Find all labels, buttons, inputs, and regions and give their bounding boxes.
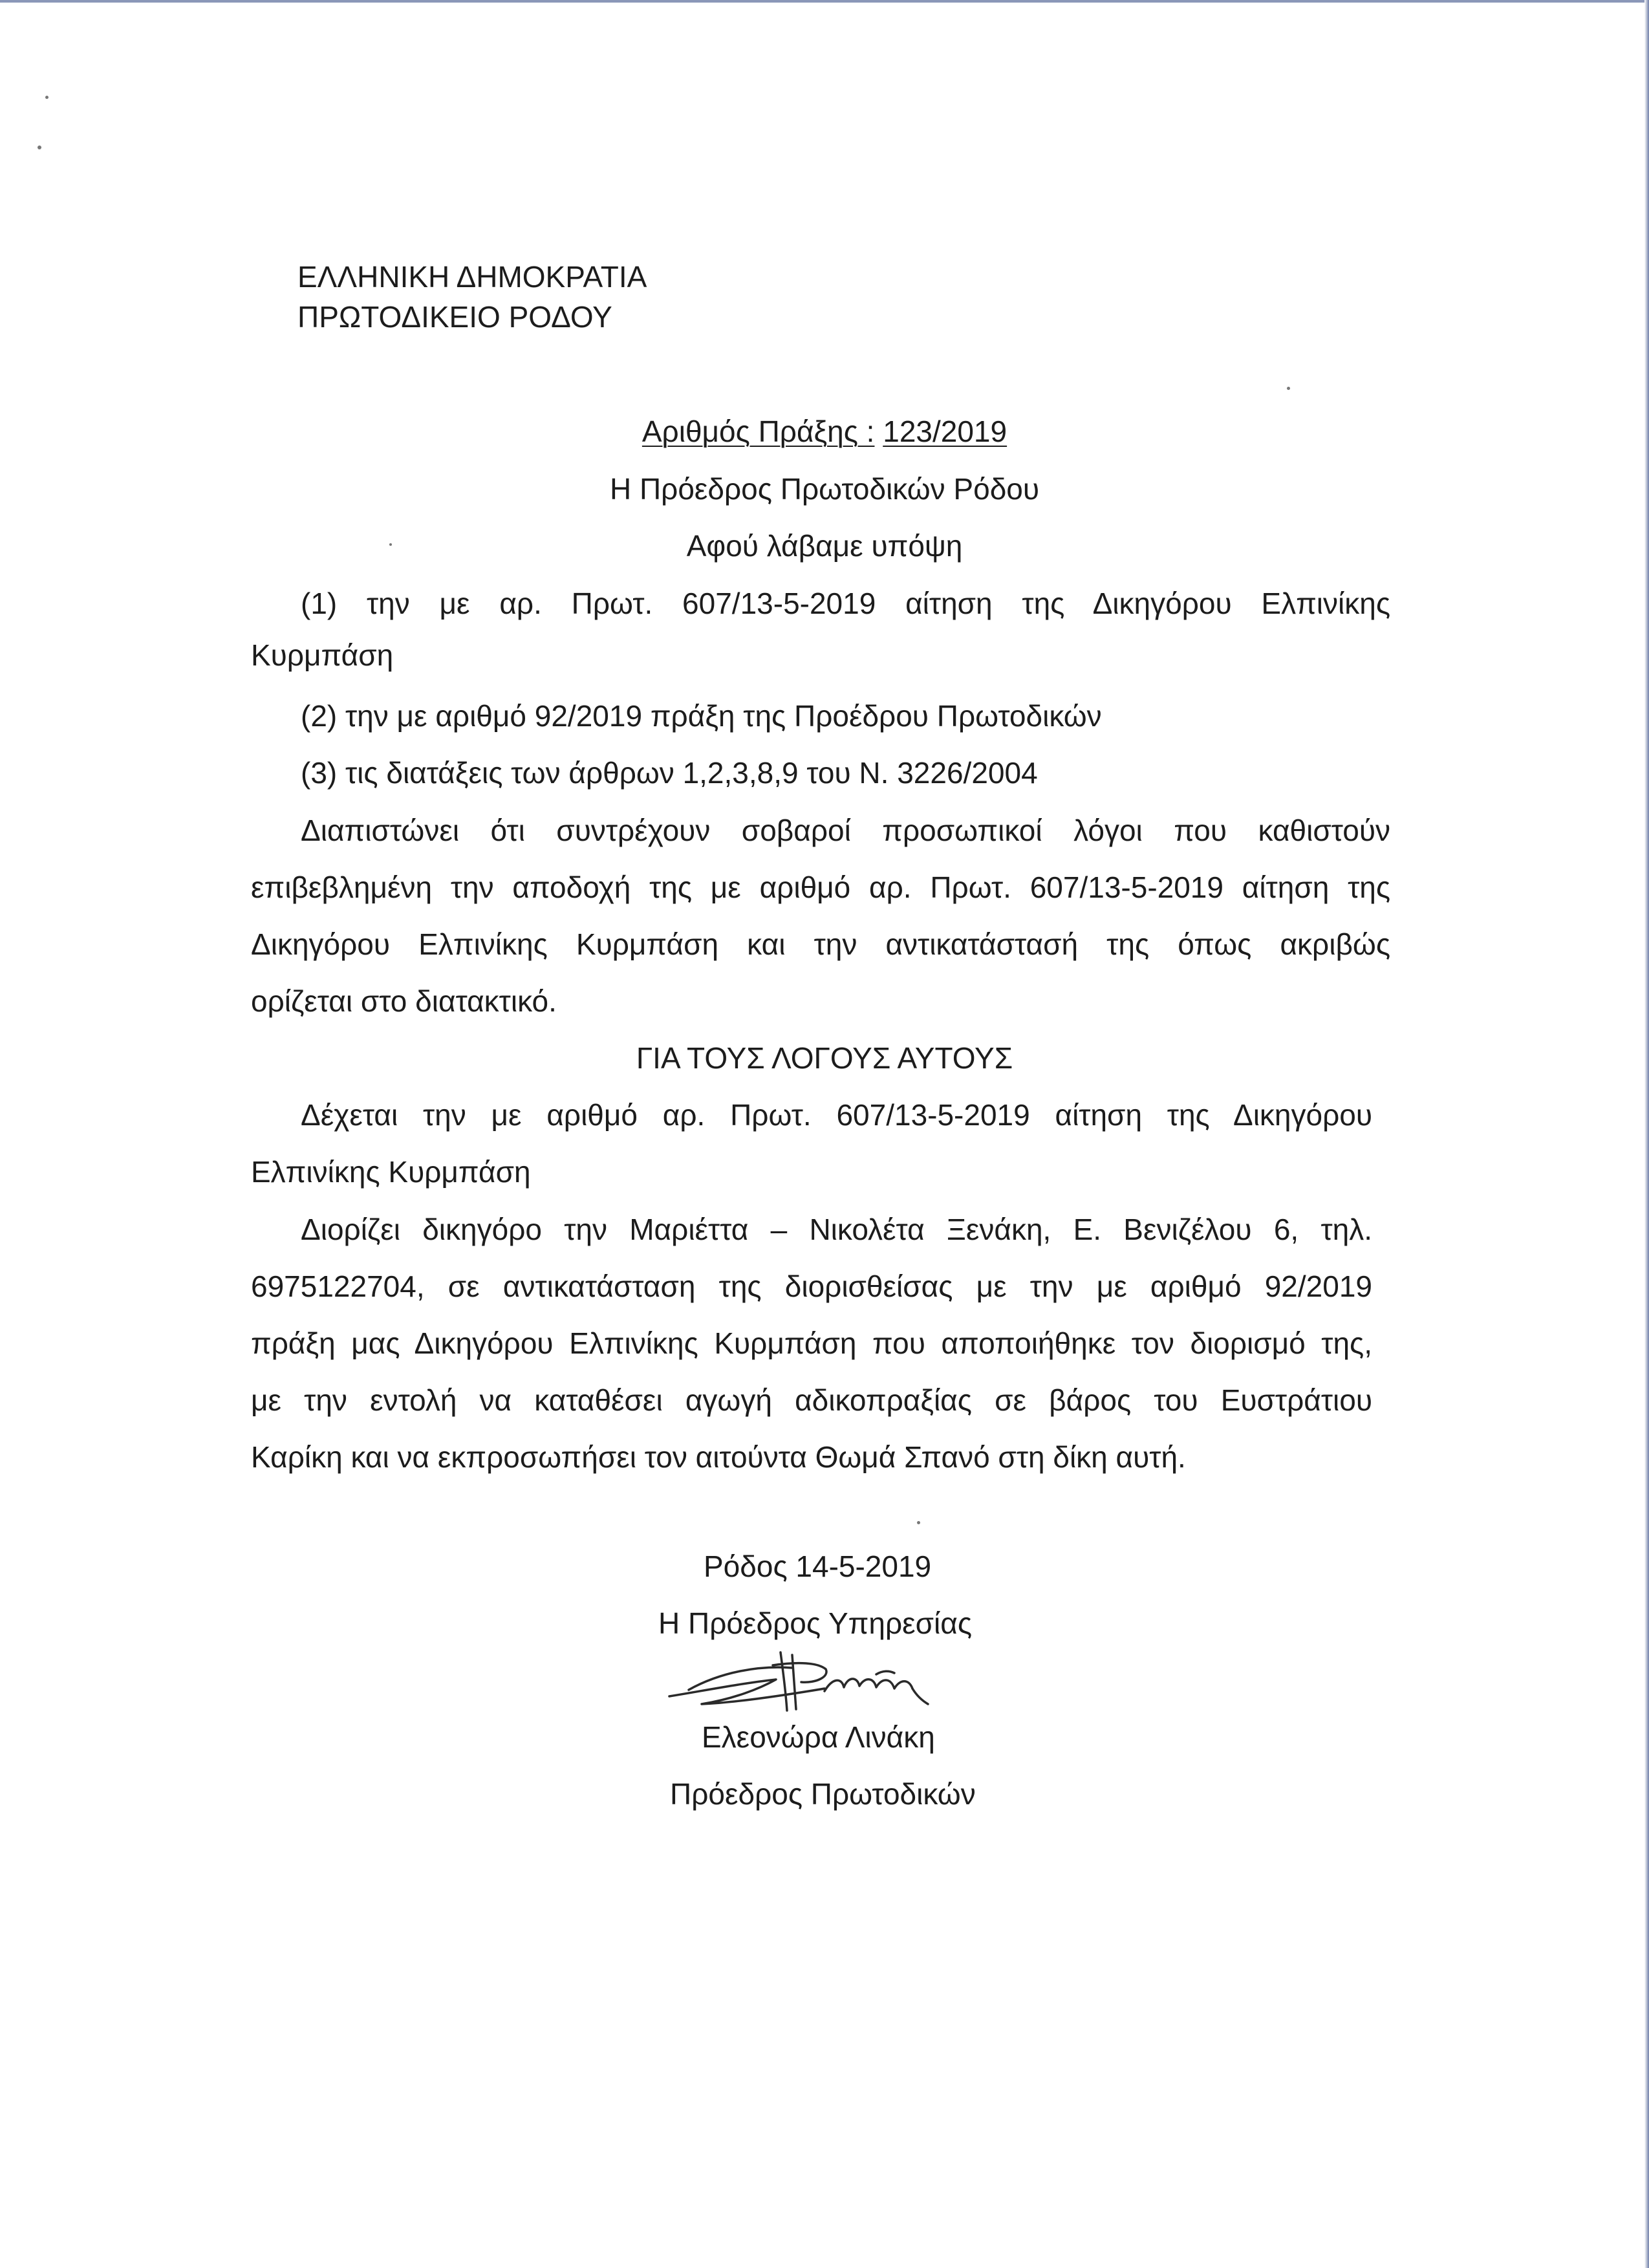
header-republic: ΕΛΛΗΝΙΚΗ ΔΗΜΟΚΡΑΤΙΑ [297,260,647,294]
decision-accept-line-1: Δέχεται την με αριθμό αρ. Πρωτ. 607/13-5-2019 αίτηση της Δικηγόρου [301,1098,1372,1132]
decision-appoint-line-4: με την εντολή να καταθέσει αγωγή αδικοπραξίας σε βάρος του Ευστράτιου [251,1383,1372,1417]
consideration-3: (3) τις διατάξεις των άρθρων 1,2,3,8,9 του Ν. 3226/2004 [301,756,1038,790]
scan-speck [45,96,48,99]
finding-line-4: ορίζεται στο διατακτικό. [251,984,557,1018]
decision-appoint-line-1: Διορίζει δικηγόρο την Μαριέττα – Νικολέτα Ξενάκη, Ε. Βενιζέλου 6, τηλ. [301,1213,1372,1246]
handwritten-signature [663,1646,934,1717]
consideration-1-line-2: Κυρμπάση [251,638,394,672]
finding-line-3: Δικηγόρου Ελπινίκης Κυρμπάση και την αντικατάστασή της όπως ακριβώς [251,927,1390,961]
decision-appoint-line-5: Καρίκη και να εκπροσωπήσει τον αιτούντα Θωμά Σπανό στη δίκη αυτή. [251,1440,1186,1474]
finding-line-1: Διαπιστώνει ότι συντρέχουν σοβαροί προσωπικοί λόγοι που καθιστούν [301,814,1390,847]
signatory-role: Η Πρόεδρος Υπηρεσίας [658,1606,972,1640]
signatory-title: Πρόεδρος Πρωτοδικών [670,1777,976,1811]
act-issuer: Η Πρόεδρος Πρωτοδικών Ρόδου [609,472,1040,506]
scan-top-edge [0,0,1649,3]
scan-speck [1287,387,1290,390]
scan-right-edge [1644,0,1649,2268]
act-number-value: 123/2019 [883,415,1008,448]
decision-appoint-line-2: 6975122704, σε αντικατάσταση της διορισθείσας με την με αριθμό 92/2019 [251,1269,1372,1303]
decision-accept-line-2: Ελπινίκης Κυρμπάση [251,1155,531,1189]
act-number [0,412,1649,451]
finding-line-2: επιβεβλημένη την αποδοχή της με αριθμό αρ. Πρωτ. 607/13-5-2019 αίτηση της [251,870,1390,904]
signatory-name: Ελεονώρα Λινάκη [702,1720,935,1754]
consideration-1-line-1: (1) την με αρ. Πρωτ. 607/13-5-2019 αίτηση της Δικηγόρου Ελπινίκης [301,587,1390,620]
act-considering: Αφού λάβαμε υπόψη [686,529,963,563]
act-number-label: Αριθμός Πράξης : [641,415,875,448]
scan-speck [917,1521,920,1524]
reasons-heading: ΓΙΑ ΤΟΥΣ ΛΟΓΟΥΣ ΑΥΤΟΥΣ [636,1041,1013,1075]
scan-speck [38,146,41,149]
place-date: Ρόδος 14-5-2019 [704,1550,932,1583]
header-court: ΠΡΩΤΟΔΙΚΕΙΟ ΡΟΔΟΥ [297,300,612,334]
decision-appoint-line-3: πράξη μας Δικηγόρου Ελπινίκης Κυρμπάση που αποποιήθηκε τον διορισμό της, [251,1326,1372,1360]
consideration-2: (2) την με αριθμό 92/2019 πράξη της Προέδρου Πρωτοδικών [301,699,1102,733]
